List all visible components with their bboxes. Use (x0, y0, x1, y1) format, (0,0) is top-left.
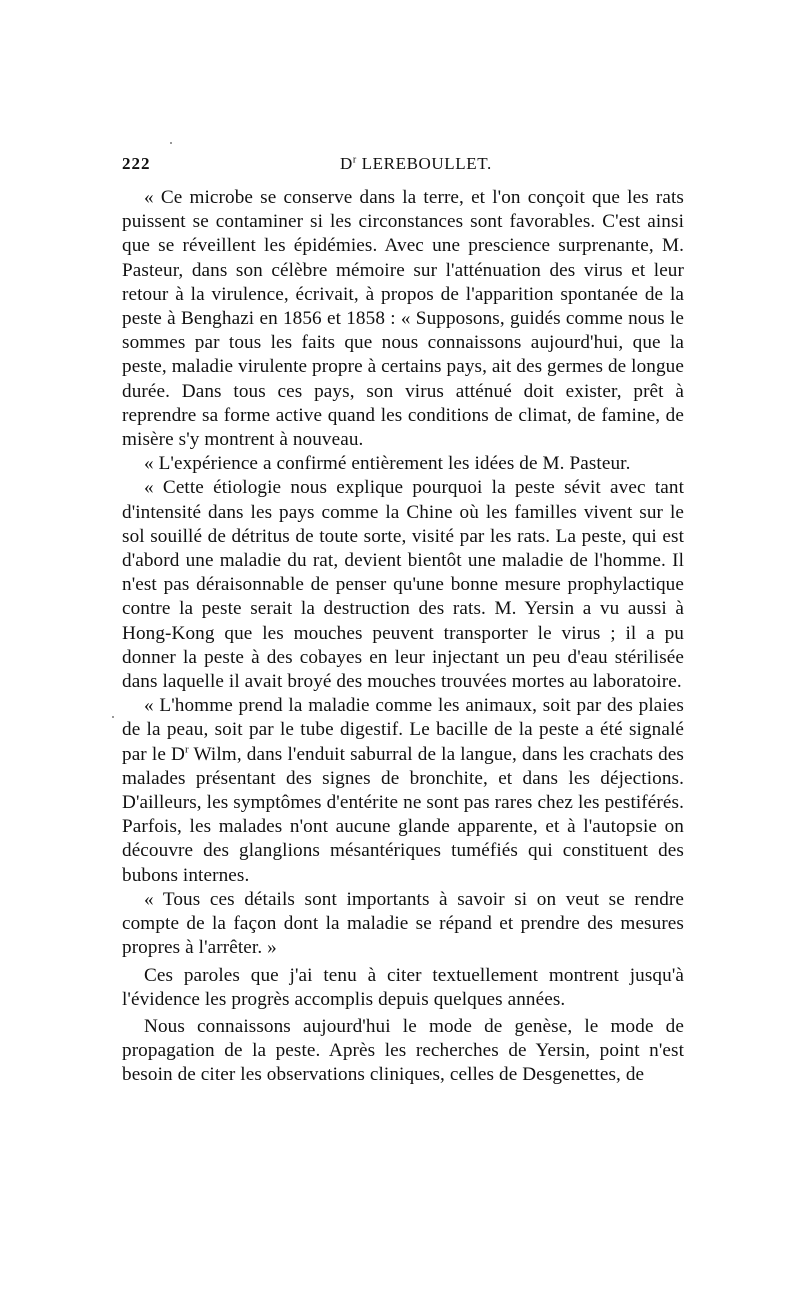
running-head (340, 154, 492, 174)
running-head-prefix: D (340, 154, 353, 173)
paragraph: « Ce microbe se conserve dans la terre, et l'on conçoit que les rats puissent se contaminer si les circonstances sont favorables. C'est ainsi que se réveillent les épidémies. Avec une prescience surprenante, M. Pasteur, dans son célèbre mémoire sur l'atténuation des virus et leur retour à la virulence, écrivait, à propos de l'apparition spontanée de la peste à Benghazi en 1856 et 1858 : « Supposons, guidés comme nous le sommes par tous les faits que nous connaissons aujourd'hui, que la peste, maladie virulente propre à certains pays, ait des germes de longue durée. Dans tous ces pays, son virus atténué doit exister, prêt à reprendre sa forme active quand les conditions de climat, de famine, de misère s'y montrent à nouveau. (122, 187, 684, 451)
paragraph-text: « L'homme prend la maladie comme les animaux, soit par des plaies de la peau, soit par le tube digestif. Le bacille de la peste a été signalé par le D (122, 695, 684, 765)
running-head-sup: r (352, 154, 357, 166)
print-speck (112, 716, 114, 718)
paragraph: « Tous ces détails sont importants à savoir si on veut se rendre compte de la façon dont la maladie se répand et prendre des mesures propres à l'arrêter. » (122, 888, 684, 959)
paragraph: Nous connaissons aujourd'hui le mode de genèse, le mode de propagation de la peste. Après les recherches de Yersin, point n'est besoin de citer les observations cliniques, celles de Desgenettes, de (122, 1015, 684, 1086)
page-number: 222 (122, 154, 151, 173)
paragraph (122, 694, 684, 888)
paragraph: « L'expérience a confirmé entièrement les idées de M. Pasteur. (144, 453, 631, 475)
print-speck (170, 142, 172, 144)
doctor-abbrev-sup: r (184, 743, 189, 756)
paragraph-text: Wilm, dans l'enduit saburral de la langue, dans les crachats des malades présentant des signes de bronchite, et dans les déjections. D'ailleurs, les symptômes d'entérite ne sont pas rares chez les pestiférés. Parfois, les malades n'ont aucune glande apparente, et à l'autopsie on découvre des glanglions mésantériques tuméfiés qui constituent des bubons internes. (122, 743, 684, 886)
paragraph: Ces paroles que j'ai tenu à citer textuellement montrent jusqu'à l'évidence les progrès accomplis depuis quelques années. (122, 964, 684, 1010)
paragraph: « Cette étiologie nous explique pourquoi la peste sévit avec tant d'intensité dans les pays comme la Chine où les familles vivent sur le sol souillé de détritus de toute sorte, visité par les rats. La peste, qui est d'abord une maladie du rat, devient bientôt une maladie de l'homme. Il n'est pas déraisonnable de penser qu'une bonne mesure prophylactique contre la peste serait la destruction des rats. M. Yersin a vu aussi à Hong-Kong que les mouches peuvent transporter le virus ; il a pu donner la peste à des cobayes en leur injectant un peu d'eau stérilisée dans laquelle il avait broyé des mouches trouvées mortes au laboratoire. (122, 477, 684, 693)
body-text (122, 186, 684, 1088)
page-header (122, 154, 684, 180)
running-head-name: LEREBOULLET. (356, 154, 492, 173)
